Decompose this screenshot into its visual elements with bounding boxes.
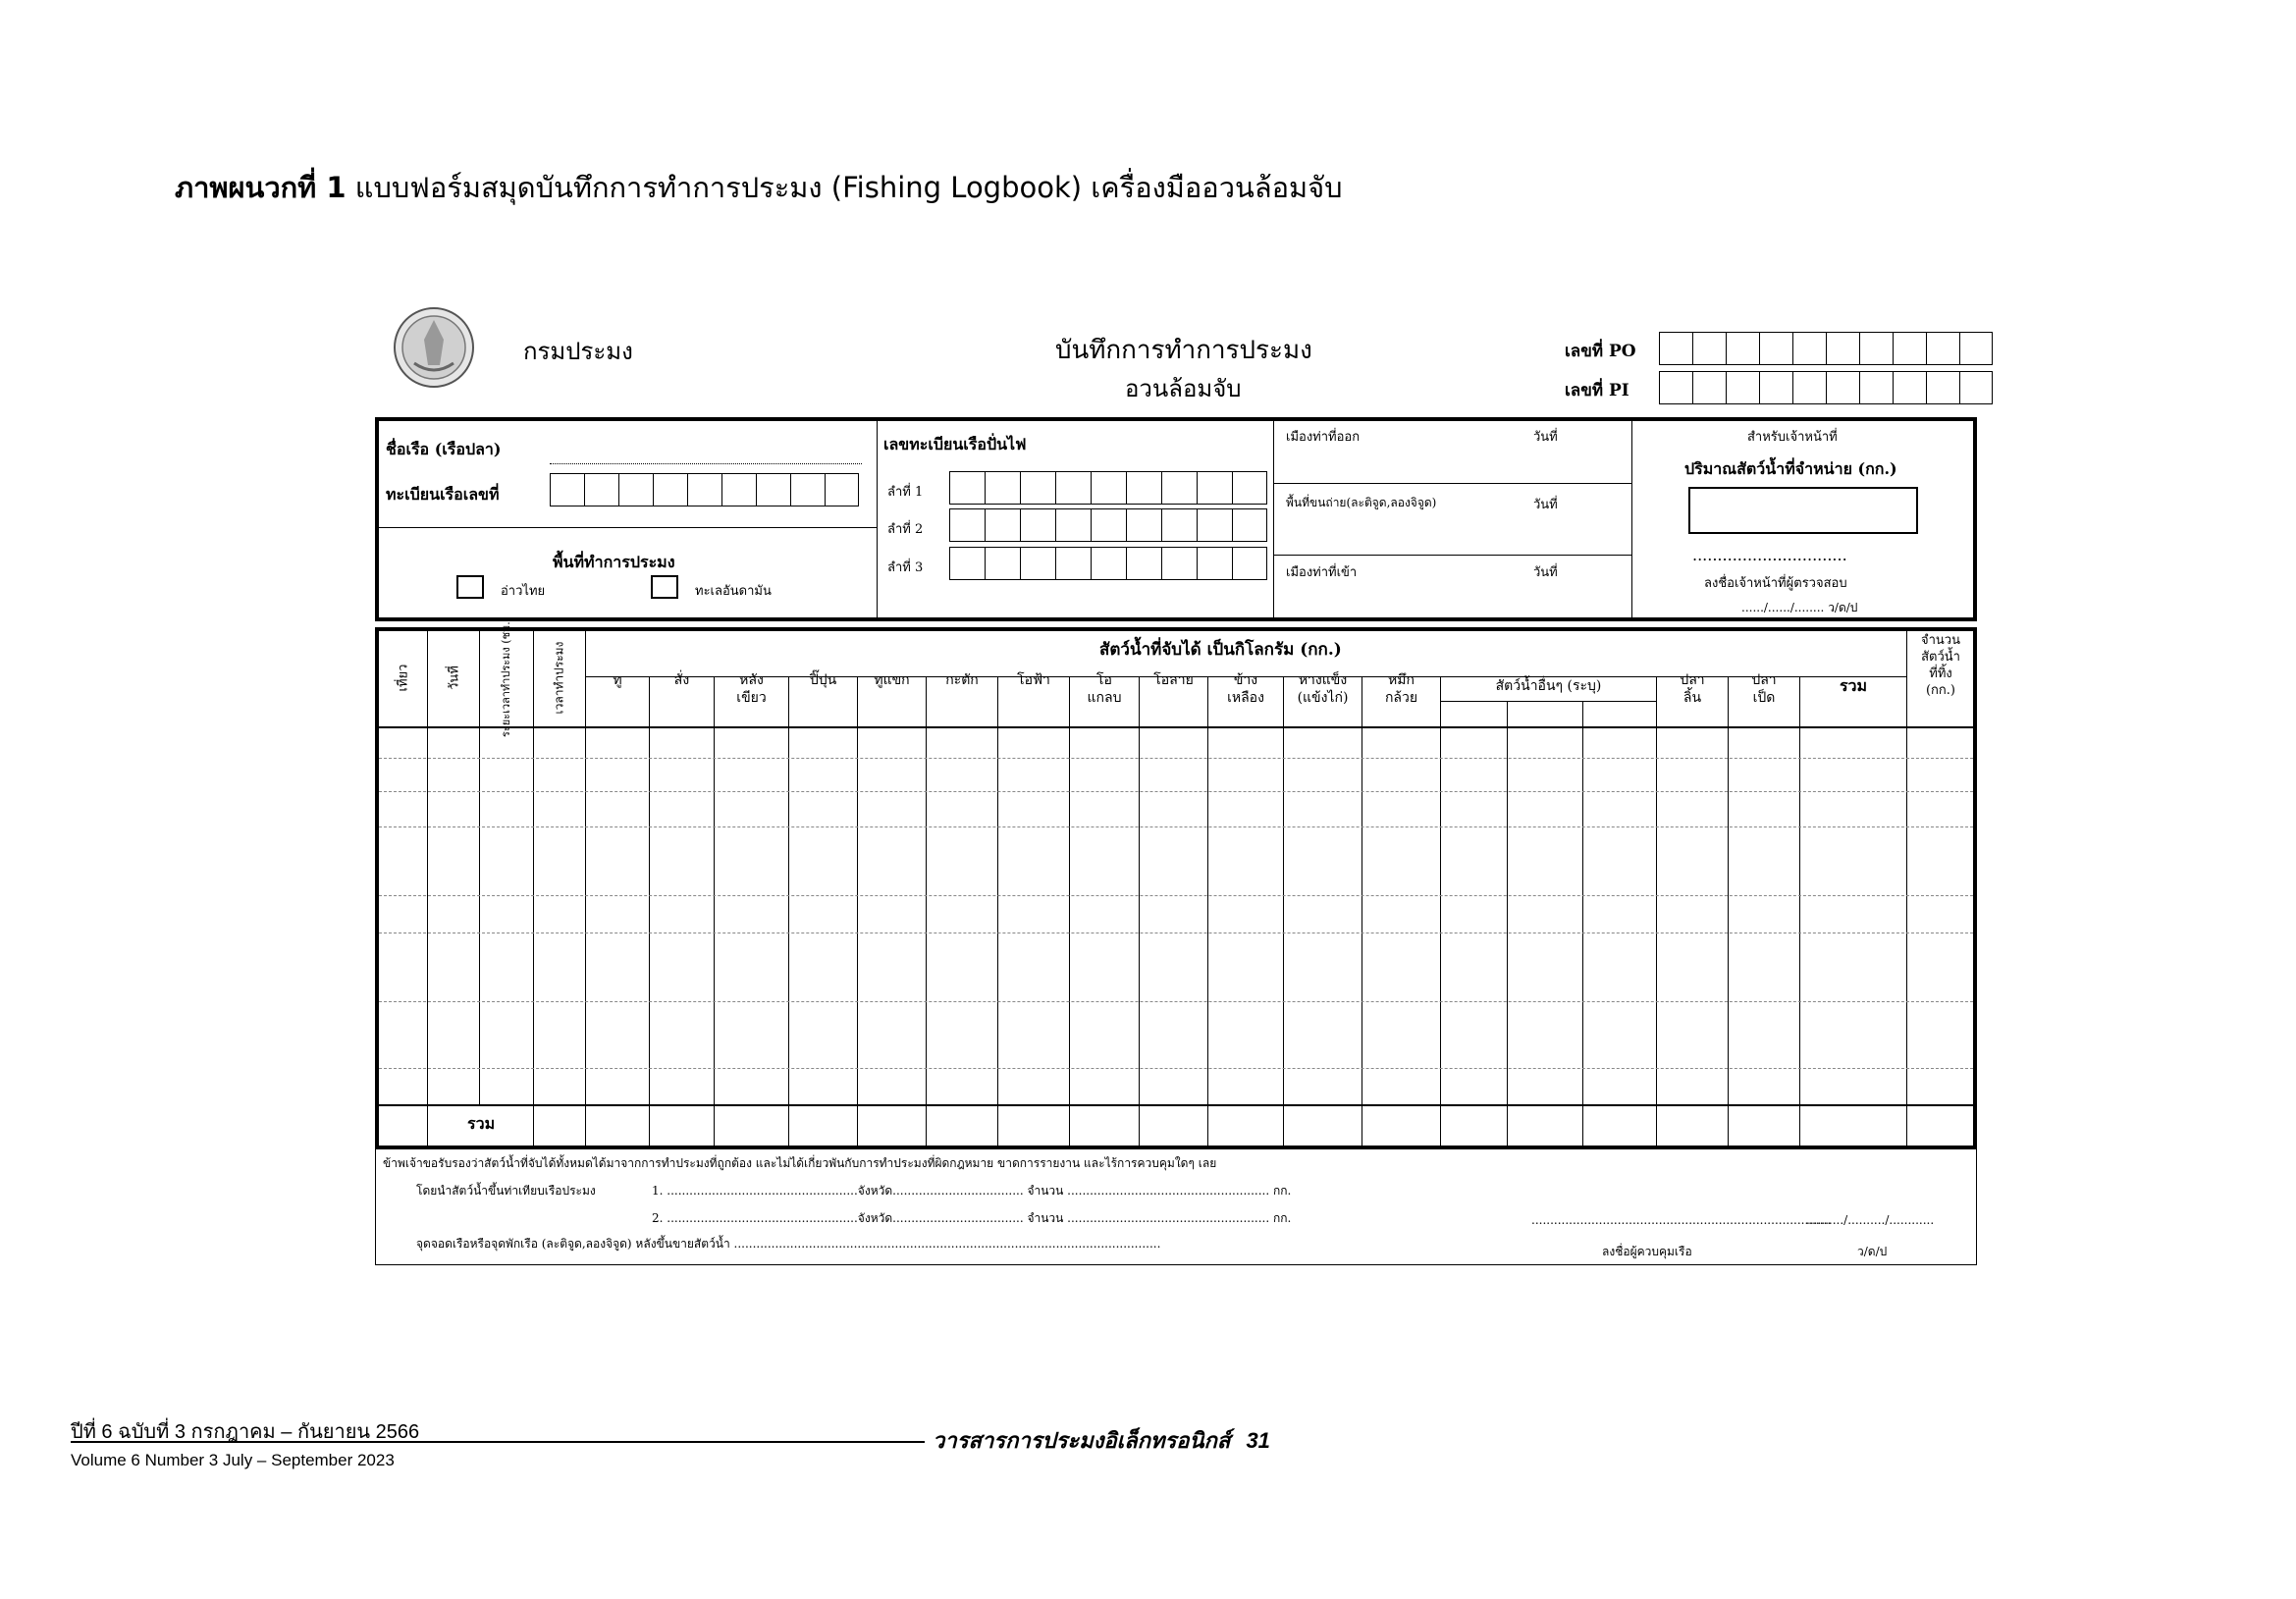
species-header bbox=[1070, 671, 1139, 707]
species-header-line2: เขียว bbox=[736, 690, 767, 706]
species-header bbox=[1140, 671, 1207, 689]
light-boat-3-label: ลำที่ 3 bbox=[887, 560, 924, 575]
fishing-area-label: พื้นที่ทำการประมง bbox=[553, 553, 675, 571]
species-header-line1: หลัง bbox=[739, 672, 764, 688]
species-header-line1: ข้าง bbox=[1233, 672, 1258, 688]
po-number-boxes[interactable] bbox=[1659, 332, 1993, 365]
species-header-line1: ปิ๊ปุน bbox=[809, 672, 837, 688]
footer-volume: Volume 6 Number 3 July – September 2023 bbox=[71, 1451, 395, 1469]
figure-caption-text: แบบฟอร์มสมุดบันทึกการทำการประมง (Fishing Logbook) เครื่องมืออวนล้อมจับ bbox=[354, 171, 1343, 204]
footer-journal bbox=[933, 1423, 1270, 1458]
department-name: กรมประมง bbox=[523, 338, 633, 365]
depart-date-label: วันที่ bbox=[1533, 430, 1558, 445]
species-header-line1: หางแข็ง bbox=[1298, 672, 1348, 688]
species-header-line2: แกลบ bbox=[1087, 690, 1122, 706]
discard-header-line: สัตว์น้ำ bbox=[1921, 650, 1960, 665]
discard-header-line: (กก.) bbox=[1925, 683, 1956, 698]
captain-sign-dots[interactable]: ................................................................................ bbox=[1531, 1213, 1832, 1227]
form-title: บันทึกการทำการประมง bbox=[1055, 336, 1312, 365]
captain-sign-label: ลงชื่อผู้ควบคุมเรือ bbox=[1602, 1245, 1692, 1258]
total-row-label: รวม bbox=[467, 1114, 496, 1133]
officer-section-title: สำหรับเจ้าหน้าที่ bbox=[1747, 430, 1838, 445]
declaration-date-dots[interactable]: ........../........../............ bbox=[1806, 1213, 1935, 1227]
vessel-name-field[interactable] bbox=[550, 463, 862, 464]
area-option-andaman: ทะเลอันดามัน bbox=[695, 584, 772, 599]
declaration-statement: ข้าพเจ้าขอรับรองว่าสัตว์น้ำที่จับได้ทั้งหมดได้มาจากการทำประมงที่ถูกต้อง และไม่ได้เกี่ยวพันกับการทำประมงที่ผิดกฎหมาย ขาดการรายงาน และไร้การควบคุมใดๆ เลย bbox=[383, 1156, 1217, 1170]
species-header-line1: โอฟ้า bbox=[1017, 672, 1050, 688]
sold-amount-box[interactable] bbox=[1688, 487, 1918, 534]
footer-page-number: 31 bbox=[1246, 1428, 1270, 1453]
department-seal bbox=[393, 306, 475, 389]
species-header bbox=[650, 671, 714, 689]
species-header-line2: (แข้งไก่) bbox=[1297, 690, 1349, 706]
transfer-line-1[interactable]: 1. ...................................................จังหวัด................................... จำนวน ...................................................... กก. bbox=[652, 1184, 1292, 1198]
species-header-line1: ปลา bbox=[1680, 672, 1705, 688]
form-subtitle: อวนล้อมจับ bbox=[1125, 375, 1242, 402]
arrive-date-label: วันที่ bbox=[1533, 565, 1558, 580]
species-header bbox=[1208, 671, 1283, 707]
vessel-reg-boxes[interactable] bbox=[550, 473, 859, 506]
species-header-line1: กะตัก bbox=[945, 672, 979, 688]
footer-journal-name: วารสารการประมงอิเล็กทรอนิกส์ bbox=[933, 1428, 1231, 1453]
light-boat-2-boxes[interactable] bbox=[949, 508, 1267, 542]
officer-date-line: ....../....../........ ว/ด/ป bbox=[1741, 601, 1858, 614]
species-header-line1: ทู bbox=[613, 672, 622, 688]
catch-table-title: สัตว์น้ำที่จับได้ เป็นกิโลกรัม (กก.) bbox=[1099, 640, 1342, 660]
vessel-name-label: ชื่อเรือ (เรือปลา) bbox=[386, 440, 502, 458]
species-header bbox=[858, 671, 926, 689]
area-checkbox-andaman[interactable] bbox=[651, 575, 678, 599]
officer-sign-dots: ............................... bbox=[1692, 546, 1847, 564]
sold-amount-label: ปริมาณสัตว์น้ำที่จำหน่าย (กก.) bbox=[1684, 459, 1897, 478]
light-boat-1-label: ลำที่ 1 bbox=[887, 485, 924, 500]
col-header-date: วันที่ bbox=[447, 666, 462, 690]
col-header-duration: ระยะเวลาทำประมง (ชม.) bbox=[500, 616, 512, 738]
figure-caption bbox=[175, 165, 1343, 210]
species-header bbox=[1362, 671, 1440, 707]
light-boat-3-boxes[interactable] bbox=[949, 547, 1267, 580]
species-header bbox=[1284, 671, 1362, 707]
pi-label: เลขที่ PI bbox=[1565, 381, 1629, 400]
transfer-label: โดยนำสัตว์น้ำขึ้นท่าเทียบเรือประมง bbox=[416, 1184, 596, 1198]
species-header bbox=[586, 671, 649, 689]
arrive-port-label: เมืองท่าที่เข้า bbox=[1286, 565, 1358, 580]
discard-column-header bbox=[1907, 632, 1974, 699]
species-header-line1: ปลา bbox=[1751, 672, 1777, 688]
species-header-line2: เหลือง bbox=[1227, 690, 1264, 706]
species-header bbox=[1729, 671, 1799, 707]
footer-issue: ปีที่ 6 ฉบับที่ 3 กรกฎาคม – กันยายน 2566 bbox=[71, 1421, 420, 1443]
species-header-line2: กล้วย bbox=[1384, 690, 1418, 706]
species-header bbox=[1657, 671, 1728, 707]
unload-date-label: วันที่ bbox=[1533, 498, 1558, 512]
total-column-header: รวม bbox=[1839, 676, 1868, 695]
col-header-fishing-time: เวลาทำประมง bbox=[552, 641, 566, 715]
species-header-line1: โอ bbox=[1096, 672, 1112, 688]
species-header-line1: ทูแขก bbox=[874, 672, 910, 688]
area-checkbox-gulf[interactable] bbox=[456, 575, 484, 599]
officer-sign-label: ลงชื่อเจ้าหน้าที่ผู้ตรวจสอบ bbox=[1704, 576, 1847, 591]
species-header bbox=[998, 671, 1069, 689]
depart-port-label: เมืองท่าที่ออก bbox=[1286, 430, 1361, 445]
species-header bbox=[927, 671, 997, 689]
other-species-header: สัตว์น้ำอื่นๆ (ระบุ) bbox=[1495, 678, 1602, 694]
discard-header-line: ที่ทิ้ง bbox=[1929, 666, 1952, 681]
transfer-line-2[interactable]: 2. ...................................................จังหวัด................................... จำนวน ...................................................... กก. bbox=[652, 1211, 1292, 1225]
species-header bbox=[789, 671, 857, 689]
species-header-line1: สั่ง bbox=[673, 672, 690, 688]
unload-area-label: พื้นที่ขนถ่าย(ละติจูด,ลองจิจูด) bbox=[1286, 496, 1437, 509]
figure-caption-label: ภาพผนวกที่ 1 bbox=[175, 171, 347, 204]
species-header bbox=[715, 671, 788, 707]
pi-number-boxes[interactable] bbox=[1659, 371, 1993, 404]
species-header-line2: ลิ้น bbox=[1682, 690, 1702, 706]
light-boat-reg-label: เลขทะเบียนเรือปั่นไฟ bbox=[883, 435, 1027, 453]
area-option-gulf: อ่าวไทย bbox=[501, 584, 546, 599]
declaration-date-label: ว/ด/ป bbox=[1857, 1245, 1888, 1258]
light-boat-2-label: ลำที่ 2 bbox=[887, 522, 924, 537]
species-header-line2: เป็ด bbox=[1752, 690, 1776, 706]
po-label: เลขที่ PO bbox=[1565, 342, 1636, 361]
col-header-trip: เที่ยว bbox=[396, 664, 411, 692]
species-header-line1: หมึก bbox=[1388, 672, 1415, 688]
species-header-line1: โอลาย bbox=[1153, 672, 1194, 688]
light-boat-1-boxes[interactable] bbox=[949, 471, 1267, 505]
vessel-reg-label: ทะเบียนเรือเลขที่ bbox=[386, 485, 500, 504]
anchor-point-line[interactable]: จุดจอดเรือหรือจุดพักเรือ (ละติจูด,ลองจิจูด) หลังขึ้นขายสัตว์น้ำ .................................................................................................................. bbox=[416, 1237, 1161, 1251]
discard-header-line: จำนวน bbox=[1921, 633, 1960, 648]
